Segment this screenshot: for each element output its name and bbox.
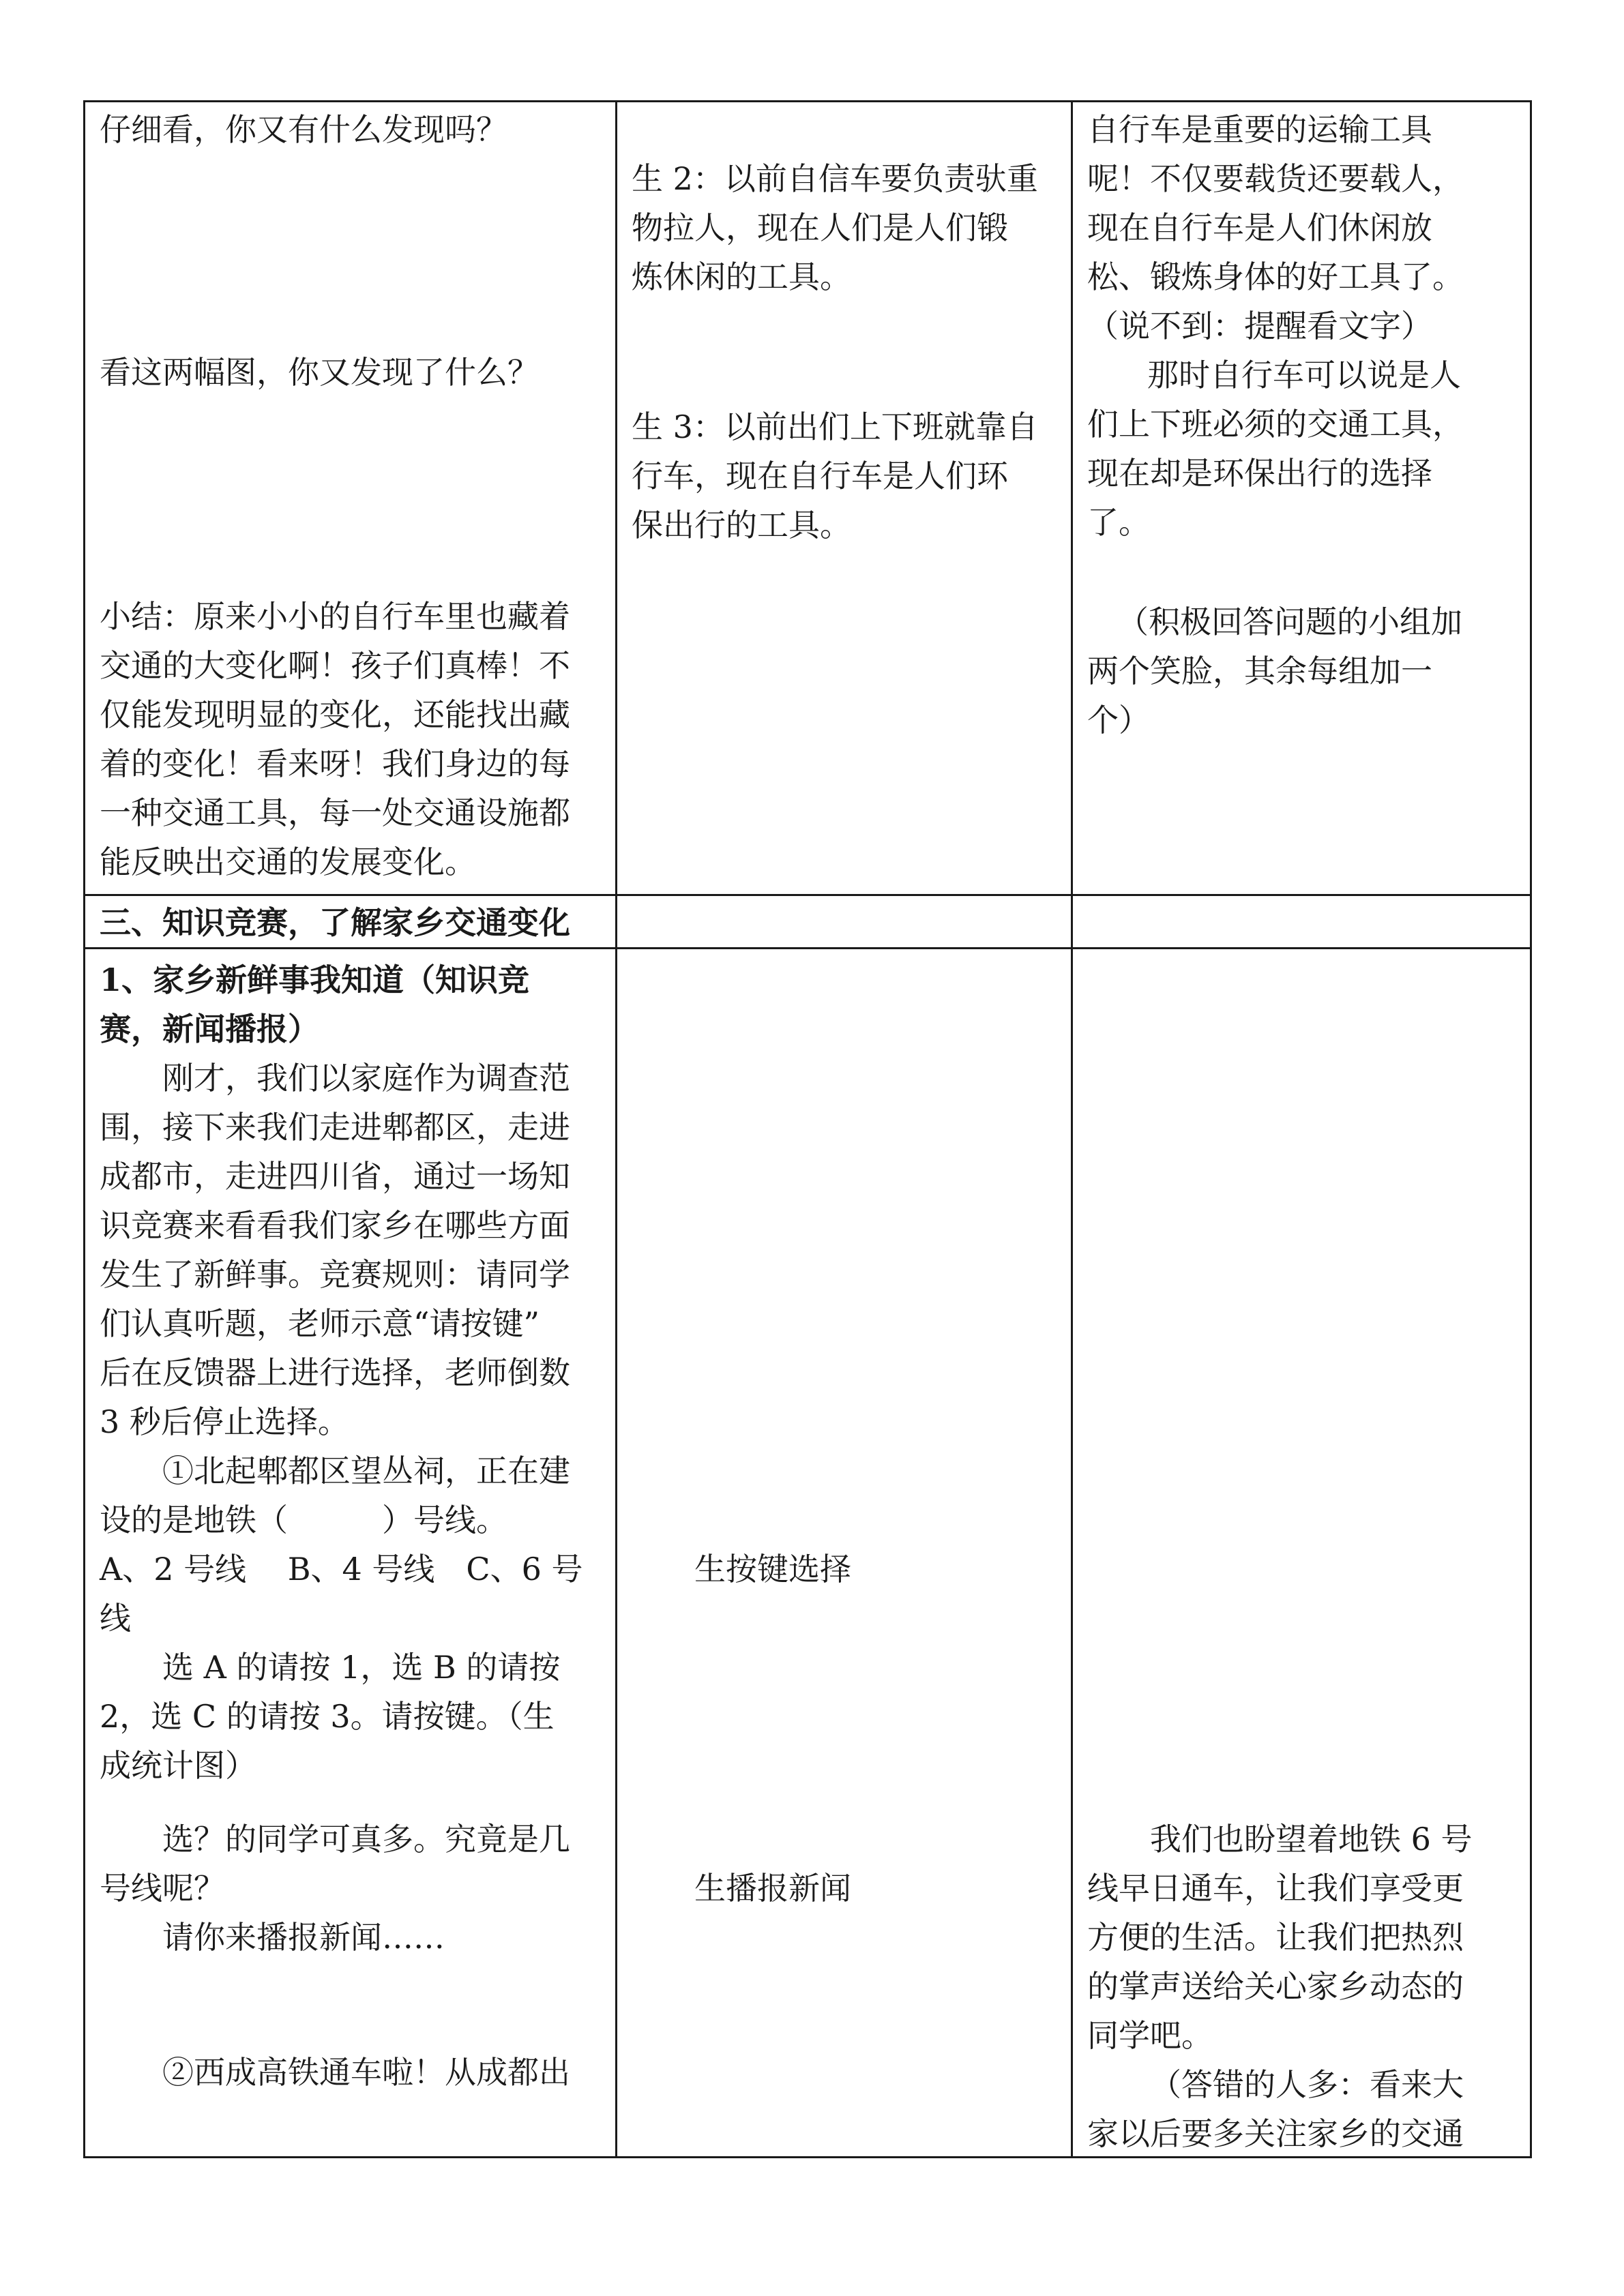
column-divider-1 (615, 100, 617, 2158)
question-text: 仔细看，你又有什么发现吗？ (100, 111, 507, 148)
quiz-question: 设的是地铁（ ）号线。 (100, 1502, 507, 1538)
summary-text: 仅能发现明显的变化，还能找出藏 (100, 696, 570, 733)
teacher-note: 那时自行车可以说是人 (1147, 357, 1461, 393)
teacher-note: 呢！不仅要载货还要载人， (1087, 160, 1464, 197)
student-answer: 保出行的工具。 (632, 507, 851, 543)
teacher-note: 们上下班必须的交通工具， (1087, 406, 1464, 443)
table-border-top (83, 100, 1532, 102)
teacher-note: 个） (1087, 702, 1150, 739)
quiz-instruction: 2，选 C 的请按 3。请按键。（生 (100, 1698, 555, 1735)
teacher-note: 我们也盼望着地铁 6 号 (1150, 1821, 1473, 1858)
quiz-instruction: 成统计图） (100, 1747, 256, 1784)
student-answer: 生 2：以前自信车要负责驮重 (632, 160, 1038, 197)
activity-text: 围，接下来我们走进郫都区，走进 (100, 1109, 570, 1146)
activity-heading: 赛，新闻播报） (100, 1011, 319, 1047)
activity-text: 发生了新鲜事。竞赛规则：请同学 (100, 1256, 570, 1293)
column-divider-2 (1071, 100, 1073, 2158)
row-divider-1 (83, 894, 1532, 896)
teacher-note: 的掌声送给关心家乡动态的 (1087, 1968, 1464, 2005)
teacher-note: 两个笑脸，其余每组加一 (1087, 653, 1432, 689)
quiz-question: ①北起郫都区望丛祠，正在建 (162, 1452, 570, 1489)
teacher-note: 线早日通车，让我们享受更 (1087, 1870, 1464, 1907)
quiz-question: ②西成高铁通车啦！从成都出 (162, 2054, 570, 2091)
summary-text: 小结：原来小小的自行车里也藏着 (100, 598, 570, 635)
student-answer: 炼休闲的工具。 (632, 258, 851, 295)
summary-text: 能反映出交通的发展变化。 (100, 844, 476, 880)
teacher-note: 方便的生活。让我们把热烈 (1087, 1919, 1464, 1956)
activity-heading: 1、家乡新鲜事我知道（知识竞 (100, 961, 530, 998)
teacher-note: 自行车是重要的运输工具 (1087, 111, 1432, 148)
activity-text: 成都市，走进四川省，通过一场知 (100, 1158, 570, 1195)
student-action: 生播报新闻 (694, 1870, 851, 1907)
activity-text: 刚才，我们以家庭作为调查范 (162, 1060, 570, 1097)
teacher-note: 现在自行车是人们休闲放 (1087, 209, 1432, 246)
summary-text: 着的变化！看来呀！我们身边的每 (100, 745, 570, 782)
question-text: 看这两幅图，你又发现了什么？ (100, 354, 539, 391)
quiz-options: A、2 号线 B、4 号线 C、6 号 (100, 1551, 583, 1587)
student-answer: 物拉人，现在人们是人们锻 (632, 209, 1008, 246)
activity-text: 3 秒后停止选择。 (100, 1403, 349, 1440)
teacher-note: 了。 (1087, 504, 1150, 541)
section-heading: 三、知识竞赛，了解家乡交通变化 (100, 904, 570, 941)
activity-text: 选？的同学可真多。究竟是几 (162, 1821, 570, 1858)
summary-text: 交通的大变化啊！孩子们真棒！不 (100, 647, 570, 684)
quiz-instruction: 选 A 的请按 1，选 B 的请按 (162, 1649, 561, 1686)
activity-text: 请你来播报新闻…… (162, 1919, 445, 1956)
student-answer: 行车，现在自行车是人们环 (632, 458, 1008, 494)
table-border-left (83, 100, 85, 2158)
activity-text: 识竞赛来看看我们家乡在哪些方面 (100, 1207, 570, 1244)
teacher-note: （说不到：提醒看文字） (1087, 308, 1432, 344)
row-divider-2 (83, 947, 1532, 949)
teacher-note: 现在却是环保出行的选择 (1087, 455, 1432, 492)
lesson-table (83, 100, 1532, 2158)
summary-text: 一种交通工具，每一处交通设施都 (100, 794, 570, 831)
teacher-note: （积极回答问题的小组加 (1117, 603, 1462, 640)
activity-text: 号线呢？ (100, 1870, 225, 1907)
table-border-right (1530, 100, 1532, 2158)
quiz-options: 线 (100, 1600, 131, 1637)
teacher-note: 同学吧。 (1087, 2017, 1213, 2054)
student-action: 生按键选择 (694, 1551, 851, 1587)
student-answer: 生 3：以前出们上下班就靠自 (632, 408, 1038, 445)
teacher-note: 家以后要多关注家乡的交通 (1087, 2115, 1464, 2152)
teacher-note: 松、锻炼身体的好工具了。 (1087, 258, 1464, 295)
activity-text: 后在反馈器上进行选择，老师倒数 (100, 1354, 570, 1391)
teacher-note: （答错的人多：看来大 (1150, 2066, 1464, 2103)
activity-text: 们认真听题，老师示意“请按键” (100, 1305, 540, 1342)
